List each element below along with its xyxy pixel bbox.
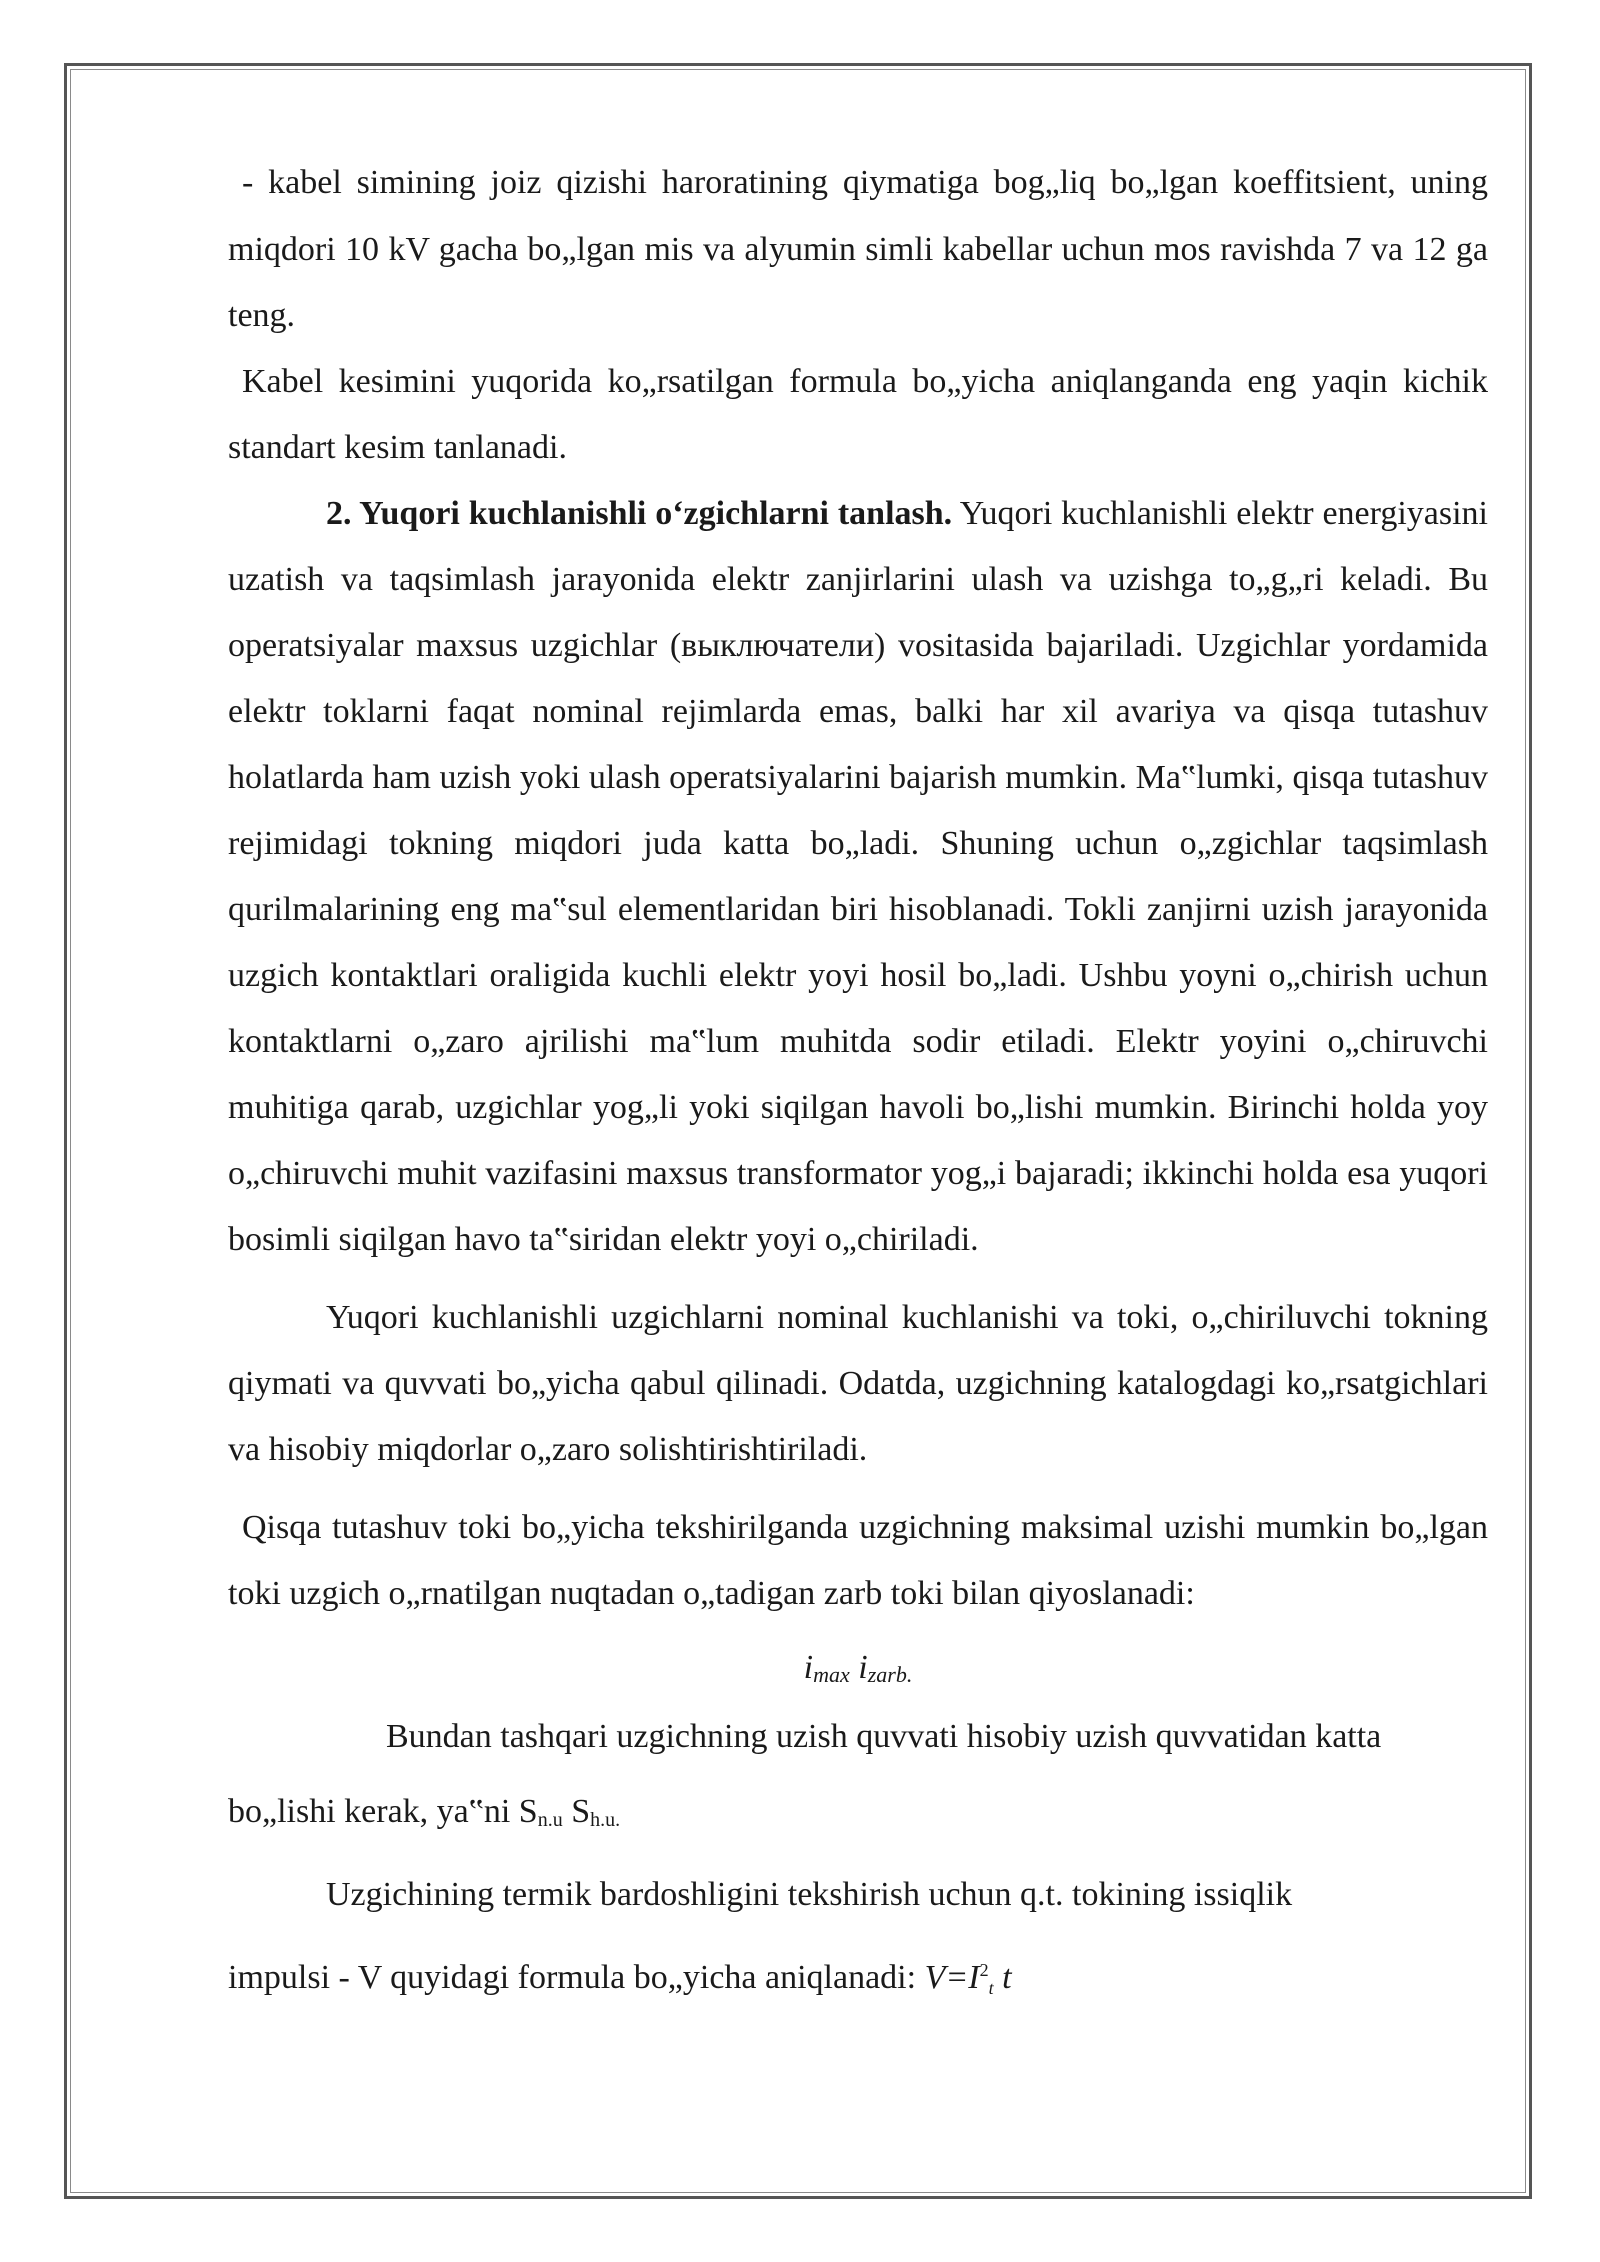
paragraph-short-circuit — [228, 1495, 1488, 1627]
paragraph-text: Qisqa tutashuv toki bo„yicha tekshirilganda uzgichning maksimal uzishi mumkin bo„lgan toki uzgich o„rnatilgan nuqtadan o„tadigan zarb toki bilan qiyoslanadi: — [228, 1509, 1488, 1612]
paragraph-text: Kabel kesimini yuqorida ko„rsatilgan formula bo„yicha aniqlanganda eng yaqin kichik standart kesim tanlanadi. — [228, 363, 1488, 466]
paragraph-switch-selection — [228, 481, 1488, 1273]
paragraph-text: - kabel simining joiz qizishi haroratining qiymatiga bog„liq bo„lgan koeffitsient, uning miqdori 10 kV gacha bo„lgan mis va alyumin simli kabellar uchun mos ravishda 7 va 12 ga teng. — [228, 164, 1488, 334]
formula-max-current: $i_{max}$ $i_{zarb.}$ — [803, 1649, 913, 1687]
paragraph-thermal-a — [228, 1862, 1488, 1928]
paragraph-breaking-capacity-b: bo„lishi kerak, ya‟ni Sn.u Sh.u. — [228, 1793, 621, 1831]
paragraph-breaking-capacity-a — [228, 1704, 1488, 1770]
paragraph-text: Bundan tashqari uzgichning uzish quvvati hisobiy uzish quvvatidan katta — [386, 1718, 1382, 1755]
paragraph-text: Yuqori kuchlanishli elektr energiyasini uzatish va taqsimlash jarayonida elektr zanjirlarini ulash va uzishga to„g„ri keladi. Bu operatsiyalar maxsus uzgichlar (выключатели) vositasida bajariladi. Uzgichlar yordamida elektr toklarni faqat nominal rejimlarda emas, balki har xil avariya va qisqa tutashuv holatlarda ham uzish yoki ulash operatsiyalarini bajarish mumkin. Ma‟lumki, qisqa tutashuv rejimidagi tokning miqdori juda katta bo„ladi. Shuning uchun o„zgichlar taqsimlash qurilmalarining eng ma‟sul elementlaridan biri hisoblanadi. Tokli zanjirni uzish jarayonida uzgich kontaktlari oraligida kuchli elektr yoyi hosil bo„ladi. Ushbu yoyni o„chirish uchun kontaktlarni o„zaro ajrilishi ma‟lum muhitda sodir etiladi. Elektr yoyini o„chiruvchi muhitiga qarab, uzgichlar yog„li yoki siqilgan havoli bo„lishi mumkin. Birinchi holda yoy o„chiruvchi muhit vazifasini maxsus transformator yog„i bajaradi; ikkinchi holda esa yuqori bosimli siqilgan havo ta‟siridan elektr yoyi o„chiriladi. — [228, 495, 1488, 1258]
paragraph-cable-section — [228, 349, 1488, 481]
section-heading: 2. Yuqori kuchlanishli o‘zgichlarni tanlash. — [326, 495, 953, 532]
paragraph-nominal-parameters — [228, 1285, 1488, 1483]
paragraph-text: Uzgichining termik bardoshligini tekshirish uchun q.t. tokining issiqlik — [326, 1876, 1293, 1913]
paragraph-text: Yuqori kuchlanishli uzgichlarni nominal kuchlanishi va toki, o„chiriluvchi tokning qiymati va quvvati bo„yicha qabul qilinadi. Odatda, uzgichning katalogdagi ko„rsatgichlari va hisobiy miqdorlar o„zaro solishtirishtiriladi. — [228, 1299, 1488, 1468]
paragraph-coefficient — [228, 150, 1488, 349]
paragraph-thermal-b: impulsi - V quyidagi formula bo„yicha aniqlanadi: $V=I^2t$ t — [228, 1959, 1012, 1998]
document-body — [228, 150, 1488, 2030]
